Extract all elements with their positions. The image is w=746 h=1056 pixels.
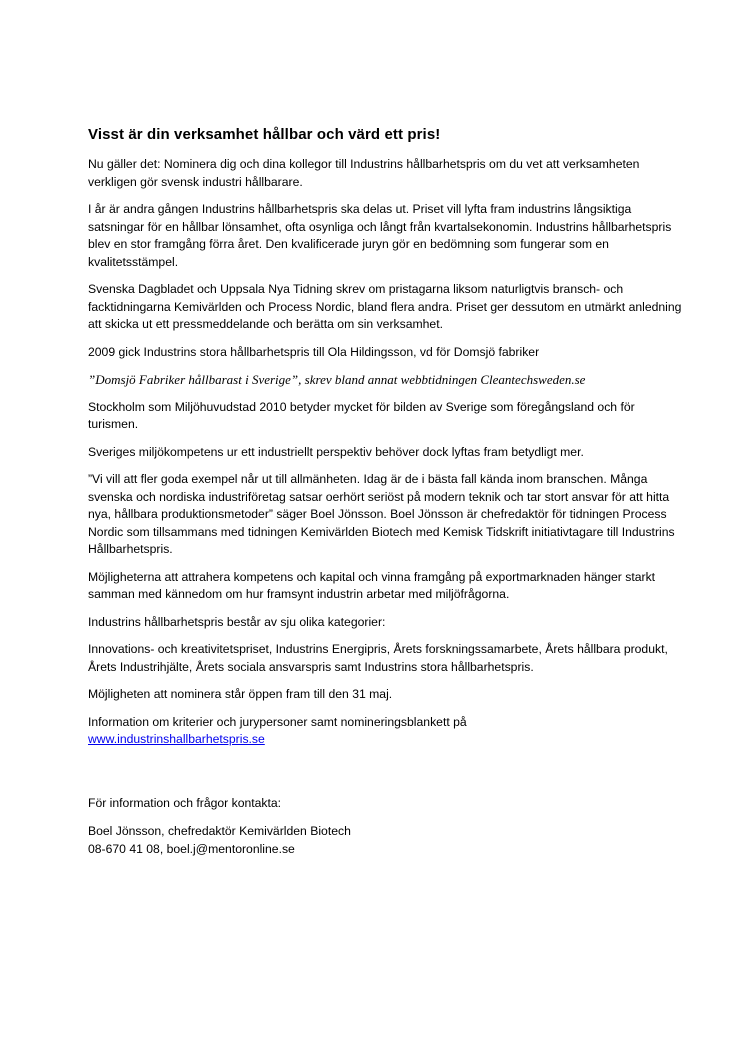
- competence-paragraph: Sveriges miljökompetens ur ett industriellt perspektiv behöver dock lyftas fram betydligt mer.: [88, 444, 584, 459]
- press-quote: ”Domsjö Fabriker hållbarast i Sverige”, skrev bland annat webbtidningen Cleantechsweden.se: [88, 372, 586, 387]
- contact-phone-email: 08-670 41 08, boel.j@mentoronline.se: [88, 841, 295, 856]
- categories-list: Innovations- och kreativitetspriset, Industrins Energipris, Årets forskningssamarbete, Årets hållbara produkt, Årets Industrihjälte, Årets sociala ansvarspris samt Industrins stora hållbarhetspris.: [88, 642, 668, 674]
- categories-intro: Industrins hållbarhetspris består av sju olika kategorier:: [88, 614, 386, 629]
- winner-paragraph: 2009 gick Industrins stora hållbarhetspris till Ola Hildingsson, vd för Domsjö fabriker: [88, 344, 540, 359]
- info-text: Information om kriterier och jurypersoner samt nomineringsblankett på: [88, 714, 467, 729]
- press-coverage-paragraph: Svenska Dagbladet och Uppsala Nya Tidning skrev om pristagarna liksom naturligtvis bransch- och facktidningarna Kemivärlden och Process Nordic, bland flera andra. Priset ger dessutom en utmärkt anledning att skicka ut ett pressmeddelande och berätta om sin verksamhet.: [88, 282, 682, 331]
- export-paragraph: Möjligheterna att attrahera kompetens och kapital och vinna framgång på exportmarknaden hänger starkt samman med kännedom om hur framsynt industrin arbetar med miljöfrågorna.: [88, 569, 656, 601]
- website-link[interactable]: www.industrinshallbarhetspris.se: [88, 732, 265, 746]
- intro-paragraph: Nu gäller det: Nominera dig och dina kollegor till Industrins hållbarhetspris om du vet att verksamheten verkligen gör svensk industri hållbarare.: [88, 157, 640, 189]
- contact-heading: För information och frågor kontakta:: [88, 795, 282, 810]
- spacer: [88, 759, 688, 795]
- deadline-paragraph: Möjligheten att nominera står öppen fram till den 31 maj.: [88, 687, 393, 701]
- info-paragraph: [88, 714, 688, 749]
- background-paragraph: I år är andra gången Industrins hållbarhetspris ska delas ut. Priset vill lyfta fram industrins långsiktiga satsningar för en hållbar lönsamhet, ofta osynliga och långt från kvartalsekonomin. Industrins hållbarhetspris blev en stor framgång förra året. Den kvalificerade juryn gör en bedömning som fungerar som en kvalitetsstämpel.: [88, 202, 672, 269]
- contact-section: [88, 795, 688, 859]
- document-body: [88, 125, 688, 858]
- document-title: Visst är din verksamhet hållbar och värd ett pris!: [88, 126, 441, 143]
- jonsson-quote-paragraph: ”Vi vill att fler goda exempel når ut till allmänheten. Idag är de i bästa fall kända inom branschen. Många svenska och nordiska industriföretag satsar oerhört seriöst på modern teknik och tar stort ansvar för att hitta nya, hållbara produktionsmetoder” säger Boel Jönsson. Boel Jönsson är chefredaktör för tidningen Process Nordic som tillsammans med tidningen Kemivärlden Biotech med Kemisk Tidskrift initiativtagare till Industrins Hållbarhetspris.: [88, 472, 675, 556]
- contact-name: Boel Jönsson, chefredaktör Kemivärlden Biotech: [88, 824, 351, 838]
- stockholm-paragraph: Stockholm som Miljöhuvudstad 2010 betyder mycket för bilden av Sverige som föregångsland och för turismen.: [88, 399, 635, 431]
